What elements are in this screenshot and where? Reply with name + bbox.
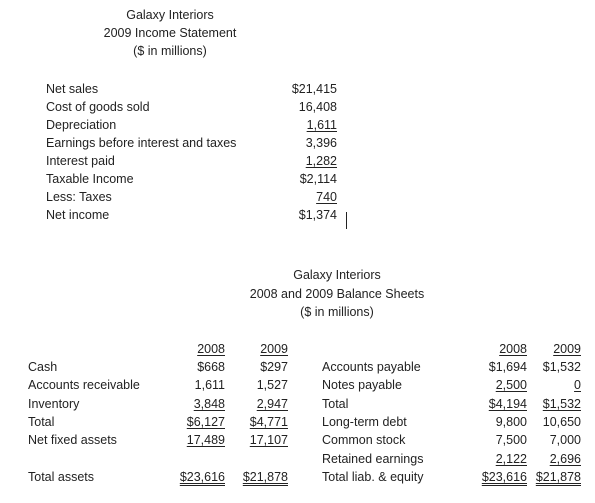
balance-subtitle: 2008 and 2009 Balance Sheets — [249, 287, 425, 301]
liability-value-2009: 7,000 — [549, 433, 581, 448]
liability-value-2009: $1,532 — [542, 360, 581, 374]
liability-row-label: Retained earnings — [322, 451, 424, 466]
text-cursor — [346, 212, 347, 229]
asset-row-label: Total — [28, 414, 55, 429]
asset-value-2009: 17,107 — [249, 433, 288, 448]
asset-value-2009: $21,878 — [242, 469, 288, 484]
asset-value-2009: $297 — [260, 360, 288, 374]
asset-row-label: Inventory — [28, 396, 80, 411]
income-row-value: 740 — [316, 190, 337, 204]
income-row-label: Cost of goods sold — [46, 100, 150, 114]
liability-row-label: Common stock — [322, 433, 406, 448]
assets-header-2009: 2009 — [260, 342, 288, 356]
asset-value-2008: $6,127 — [186, 414, 225, 429]
income-row-value: 1,611 — [306, 118, 337, 132]
liability-row-label: Total liab. & equity — [322, 469, 424, 484]
liability-value-2008: $1,694 — [488, 360, 527, 374]
liability-row-label: Accounts payable — [322, 360, 421, 374]
income-row-label: Depreciation — [46, 118, 117, 132]
income-title: Galaxy Interiors — [126, 8, 214, 22]
income-subtitle: 2009 Income Statement — [103, 26, 237, 40]
balance-units: ($ in millions) — [300, 305, 374, 319]
income-row-value: $1,374 — [298, 208, 337, 222]
asset-row-label: Accounts receivable — [28, 378, 140, 393]
liability-value-2008: 7,500 — [495, 433, 527, 448]
income-row-label: Interest paid — [46, 154, 115, 168]
income-row-value: $2,114 — [299, 172, 337, 186]
asset-value-2009: 1,527 — [256, 378, 288, 393]
income-row-label: Less: Taxes — [46, 190, 112, 204]
income-units: ($ in millions) — [133, 44, 207, 58]
income-row-label: Net income — [46, 208, 110, 222]
income-row-label: Earnings before interest and taxes — [46, 136, 237, 150]
liability-value-2008: $23,616 — [481, 469, 527, 484]
asset-value-2009: $4,771 — [249, 414, 288, 429]
income-row-label: Net sales — [46, 82, 99, 96]
liability-row-label: Total — [322, 396, 349, 411]
liab-header-2008: 2008 — [499, 342, 527, 356]
income-row-value: 16,408 — [298, 100, 337, 114]
asset-row-label: Total assets — [28, 469, 95, 484]
liability-value-2009: $21,878 — [535, 469, 581, 484]
income-row-value: 1,282 — [305, 154, 337, 168]
liab-header-2009: 2009 — [553, 342, 581, 356]
asset-value-2008: 3,848 — [193, 396, 225, 411]
asset-row-label: Net fixed assets — [28, 433, 117, 448]
liability-value-2009: 2,696 — [549, 451, 581, 466]
liability-value-2008: 9,800 — [495, 414, 527, 429]
liability-value-2009: $1,532 — [542, 396, 581, 411]
income-row-label: Taxable Income — [46, 172, 134, 186]
liability-value-2009: 10,650 — [542, 414, 581, 429]
asset-value-2008: $668 — [197, 360, 225, 374]
liability-value-2008: $4,194 — [488, 396, 527, 411]
asset-value-2008: 17,489 — [186, 433, 225, 448]
asset-value-2009: 2,947 — [256, 396, 288, 411]
liability-value-2008: 2,500 — [495, 378, 527, 393]
asset-value-2008: $23,616 — [179, 469, 225, 484]
liability-value-2009: 0 — [574, 378, 581, 393]
liability-row-label: Notes payable — [322, 378, 402, 393]
balance-title: Galaxy Interiors — [293, 268, 381, 282]
income-row-value: $21,415 — [291, 82, 337, 96]
liability-value-2008: 2,122 — [495, 451, 527, 466]
asset-value-2008: 1,611 — [194, 378, 225, 393]
liability-row-label: Long-term debt — [322, 414, 407, 429]
assets-header-2008: 2008 — [197, 342, 225, 356]
income-row-value: 3,396 — [305, 136, 337, 150]
asset-row-label: Cash — [28, 360, 58, 374]
